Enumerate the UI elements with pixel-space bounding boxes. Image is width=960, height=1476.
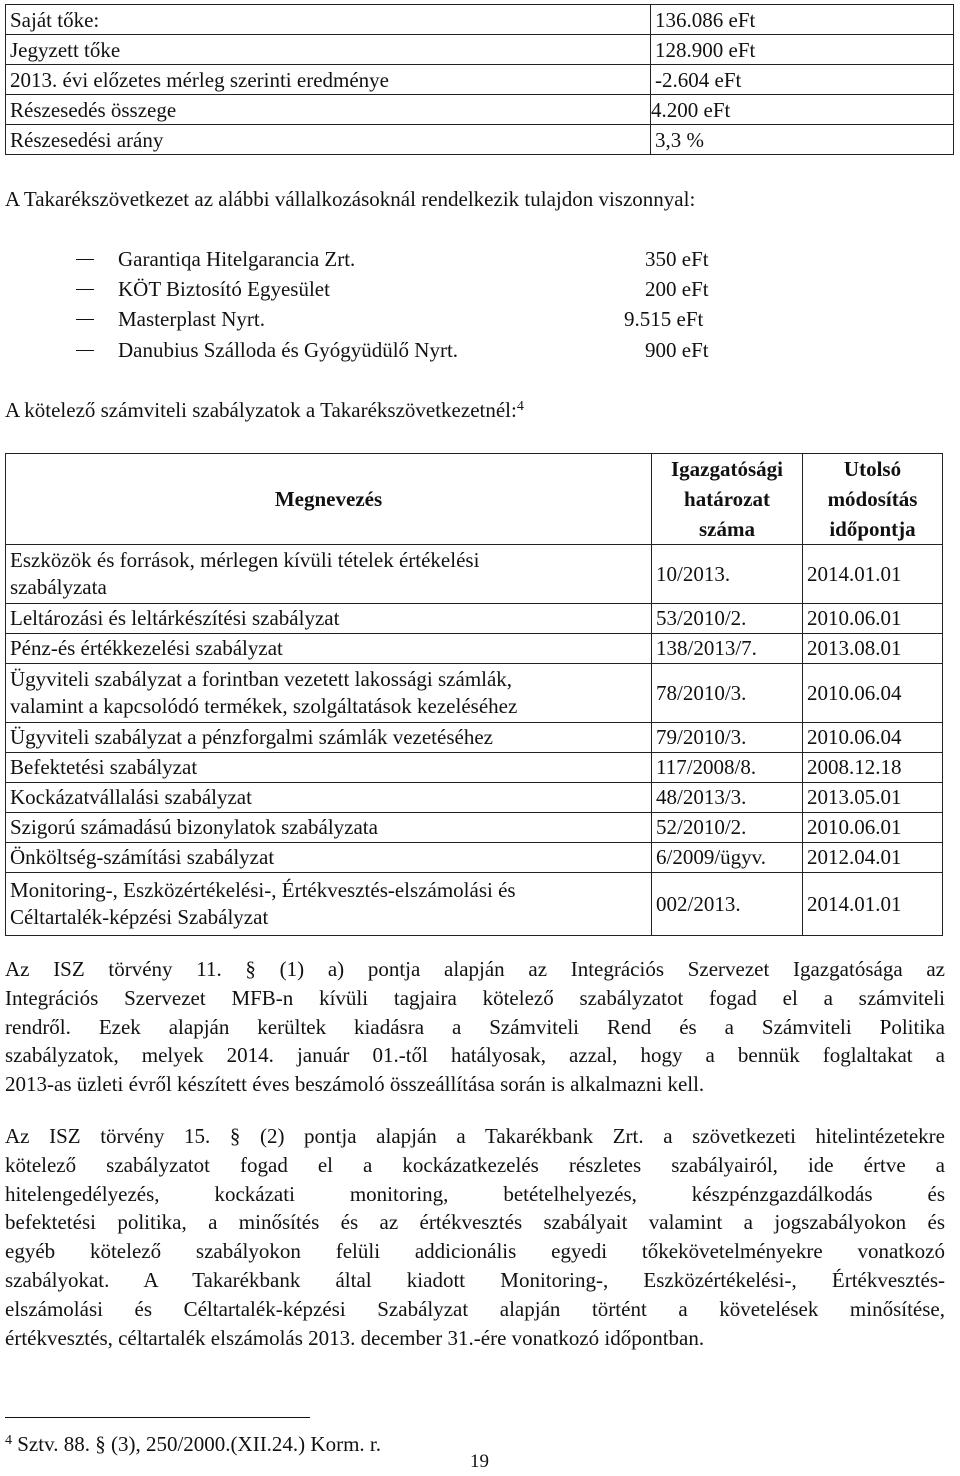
policy-decision: 117/2008/8. [652, 753, 803, 783]
table-row [6, 783, 943, 813]
policy-decision: 78/2010/3. [652, 664, 803, 723]
paragraph-line: szabályzatok, melyek 2014. január 01.-től hatályosak, azzal, hogy a bennük foglaltakat a [5, 1043, 945, 1068]
info-value: 128.900 eFt [651, 35, 954, 65]
policy-date: 2014.01.01 [803, 545, 943, 604]
dash-bullet-icon [76, 319, 94, 320]
header-decision-line: határozat [684, 487, 770, 511]
policy-decision: 002/2013. [652, 873, 803, 936]
holding-name: Garantiqa Hitelgarancia Zrt. [118, 247, 356, 271]
info-value: 4.200 eFt [651, 95, 954, 125]
holding-value: 350 eFt [645, 247, 709, 271]
paragraph-line: értékvesztés, céltartalék elszámolás 2013. december 31.-ére vonatkozó időpontban. [5, 1325, 705, 1350]
policy-date: 2013.05.01 [803, 783, 943, 813]
policy-name: Pénz-és értékkezelési szabályzat [6, 634, 652, 664]
policy-decision: 10/2013. [652, 545, 803, 604]
paragraph-line: Az ISZ törvény 15. § (2) pontja alapján a Takarékbank Zrt. a szövetkezeti hitelintézetekre [5, 1124, 945, 1148]
policy-date: 2010.06.01 [803, 604, 943, 634]
paragraph-line: elszámolási és Céltartalék-képzési Szabályzat alapján történt a követelések minősítése, [5, 1296, 945, 1321]
policy-name: Ügyviteli szabályzat a pénzforgalmi számlák vezetéséhez [6, 723, 652, 753]
policy-name: Önköltség-számítási szabályzat [6, 843, 652, 873]
footnote [5, 1432, 381, 1456]
policy-decision: 48/2013/3. [652, 783, 803, 813]
table-row [6, 634, 943, 664]
policies-table [5, 453, 943, 936]
header-modified-line: Utolsó [843, 457, 902, 481]
info-label: Részesedés összege [6, 95, 651, 125]
header-name: Megnevezés [6, 454, 652, 545]
policy-name-line: Céltartalék-képzési Szabályzat [10, 905, 269, 929]
policy-name: Befektetési szabályzat [6, 753, 652, 783]
paragraph-line: rendről. Ezek alapján kerültek kiadásra a Számviteli Rend és a Számviteli Politika [5, 1014, 945, 1039]
policy-decision: 138/2013/7. [652, 634, 803, 664]
page-number: 19 [470, 1451, 489, 1472]
paragraph-line: 2013-as üzleti évről készített éves beszámoló összeállítása során is alkalmazni kell. [5, 1072, 705, 1097]
table-row [6, 604, 943, 634]
paragraph-line: egyéb kötelező szabályokon felüli addicionális egyedi tőkekövetelményekre vonatkozó [5, 1239, 945, 1264]
holdings-intro: A Takarékszövetkezet az alábbi vállalkozásoknál rendelkezik tulajdon viszonnyal: [5, 187, 696, 211]
paragraph-line: Integrációs Szervezet MFB-n kívüli tagjaira kötelező szabályzatot fogad el a számviteli [5, 985, 945, 1010]
footnote-text: Sztv. 88. § (3), 250/2000.(XII.24.) Korm. r. [17, 1432, 382, 1456]
paragraph-line: kötelező szabályzatot fogad el a kockázatkezelés részletes szabályairól, ide értve a [5, 1152, 945, 1177]
table-row [6, 873, 943, 936]
holding-value: 900 eFt [645, 338, 709, 362]
holding-value: 9.515 eFt [624, 307, 704, 331]
policy-name-line: Monitoring-, Eszközértékelési-, Értékvesztés-elszámolási és [10, 878, 516, 902]
equity-info-table [5, 4, 954, 155]
info-value: -2.604 eFt [651, 65, 954, 95]
holding-value: 200 eFt [645, 277, 709, 301]
info-row [6, 65, 954, 95]
policy-name-line: Ügyviteli szabályzat a forintban vezetett lakossági számlák, [10, 667, 513, 691]
info-label: Saját tőke: [6, 5, 651, 35]
footnote-ref: 4 [516, 399, 524, 414]
paragraph-line: Az ISZ törvény 11. § (1) a) pontja alapján az Integrációs Szervezet Igazgatósága az [5, 957, 945, 981]
info-row [6, 95, 954, 125]
header-modified-line: időpontja [829, 517, 916, 541]
info-row [6, 5, 954, 35]
footnote-divider [5, 1417, 310, 1418]
table-header-row [6, 454, 943, 545]
dash-bullet-icon [76, 289, 94, 290]
header-decision-line: száma [699, 517, 755, 541]
header-modified [803, 454, 943, 545]
policy-name [6, 873, 652, 936]
dash-bullet-icon [76, 259, 94, 260]
info-label: 2013. évi előzetes mérleg szerinti eredménye [6, 65, 651, 95]
policy-date: 2010.06.01 [803, 813, 943, 843]
table-row [6, 843, 943, 873]
policy-date: 2013.08.01 [803, 634, 943, 664]
policy-name: Kockázatvállalási szabályzat [6, 783, 652, 813]
info-label: Részesedési arány [6, 125, 651, 155]
policy-date: 2010.06.04 [803, 723, 943, 753]
header-modified-line: módosítás [827, 487, 918, 511]
holding-name: KÖT Biztosító Egyesület [118, 277, 330, 301]
paragraph-line: hitelengedélyezés, kockázati monitoring, betételhelyezés, készpénzgazdálkodás és [5, 1181, 945, 1206]
footnote-mark: 4 [5, 1433, 12, 1448]
info-row [6, 35, 954, 65]
dash-bullet-icon [76, 350, 94, 351]
paragraph-isz-15 [5, 1122, 945, 1352]
header-decision-line: Igazgatósági [671, 457, 783, 481]
policy-name [6, 545, 652, 604]
info-label: Jegyzett tőke [6, 35, 651, 65]
policies-heading [5, 398, 524, 422]
table-row [6, 813, 943, 843]
paragraph-line: szabályokat. A Takarékbank által kiadott Monitoring-, Eszközértékelési-, Értékvesztés- [5, 1267, 945, 1292]
policy-date: 2008.12.18 [803, 753, 943, 783]
policy-decision: 79/2010/3. [652, 723, 803, 753]
policy-date: 2012.04.01 [803, 843, 943, 873]
policy-name: Szigorú számadású bizonylatok szabályzata [6, 813, 652, 843]
header-decision [652, 454, 803, 545]
info-value: 136.086 eFt [651, 5, 954, 35]
holding-name: Danubius Szálloda és Gyógyüdülő Nyrt. [118, 338, 459, 362]
table-row [6, 664, 943, 723]
policy-decision: 52/2010/2. [652, 813, 803, 843]
info-row [6, 125, 954, 155]
table-row [6, 545, 943, 604]
policies-heading-text: A kötelező számviteli szabályzatok a Takarékszövetkezetnél: [5, 398, 517, 422]
holding-name: Masterplast Nyrt. [118, 307, 265, 331]
table-row [6, 753, 943, 783]
info-value: 3,3 % [651, 125, 954, 155]
table-row [6, 723, 943, 753]
policy-date: 2014.01.01 [803, 873, 943, 936]
policy-name: Leltározási és leltárkészítési szabályzat [6, 604, 652, 634]
paragraph-isz-11 [5, 955, 945, 1099]
policy-date: 2010.06.04 [803, 664, 943, 723]
policy-name-line: szabályzata [10, 575, 107, 599]
policy-name [6, 664, 652, 723]
policy-name-line: valamint a kapcsolódó termékek, szolgáltatások kezeléséhez [10, 694, 518, 718]
paragraph-line: befektetési politika, a minősítés és az értékvesztés szabályait valamint a jogszabályokon és [5, 1210, 945, 1235]
policy-name-line: Eszközök és források, mérlegen kívüli tételek értékelési [10, 548, 480, 572]
policy-decision: 6/2009/ügyv. [652, 843, 803, 873]
policy-decision: 53/2010/2. [652, 604, 803, 634]
